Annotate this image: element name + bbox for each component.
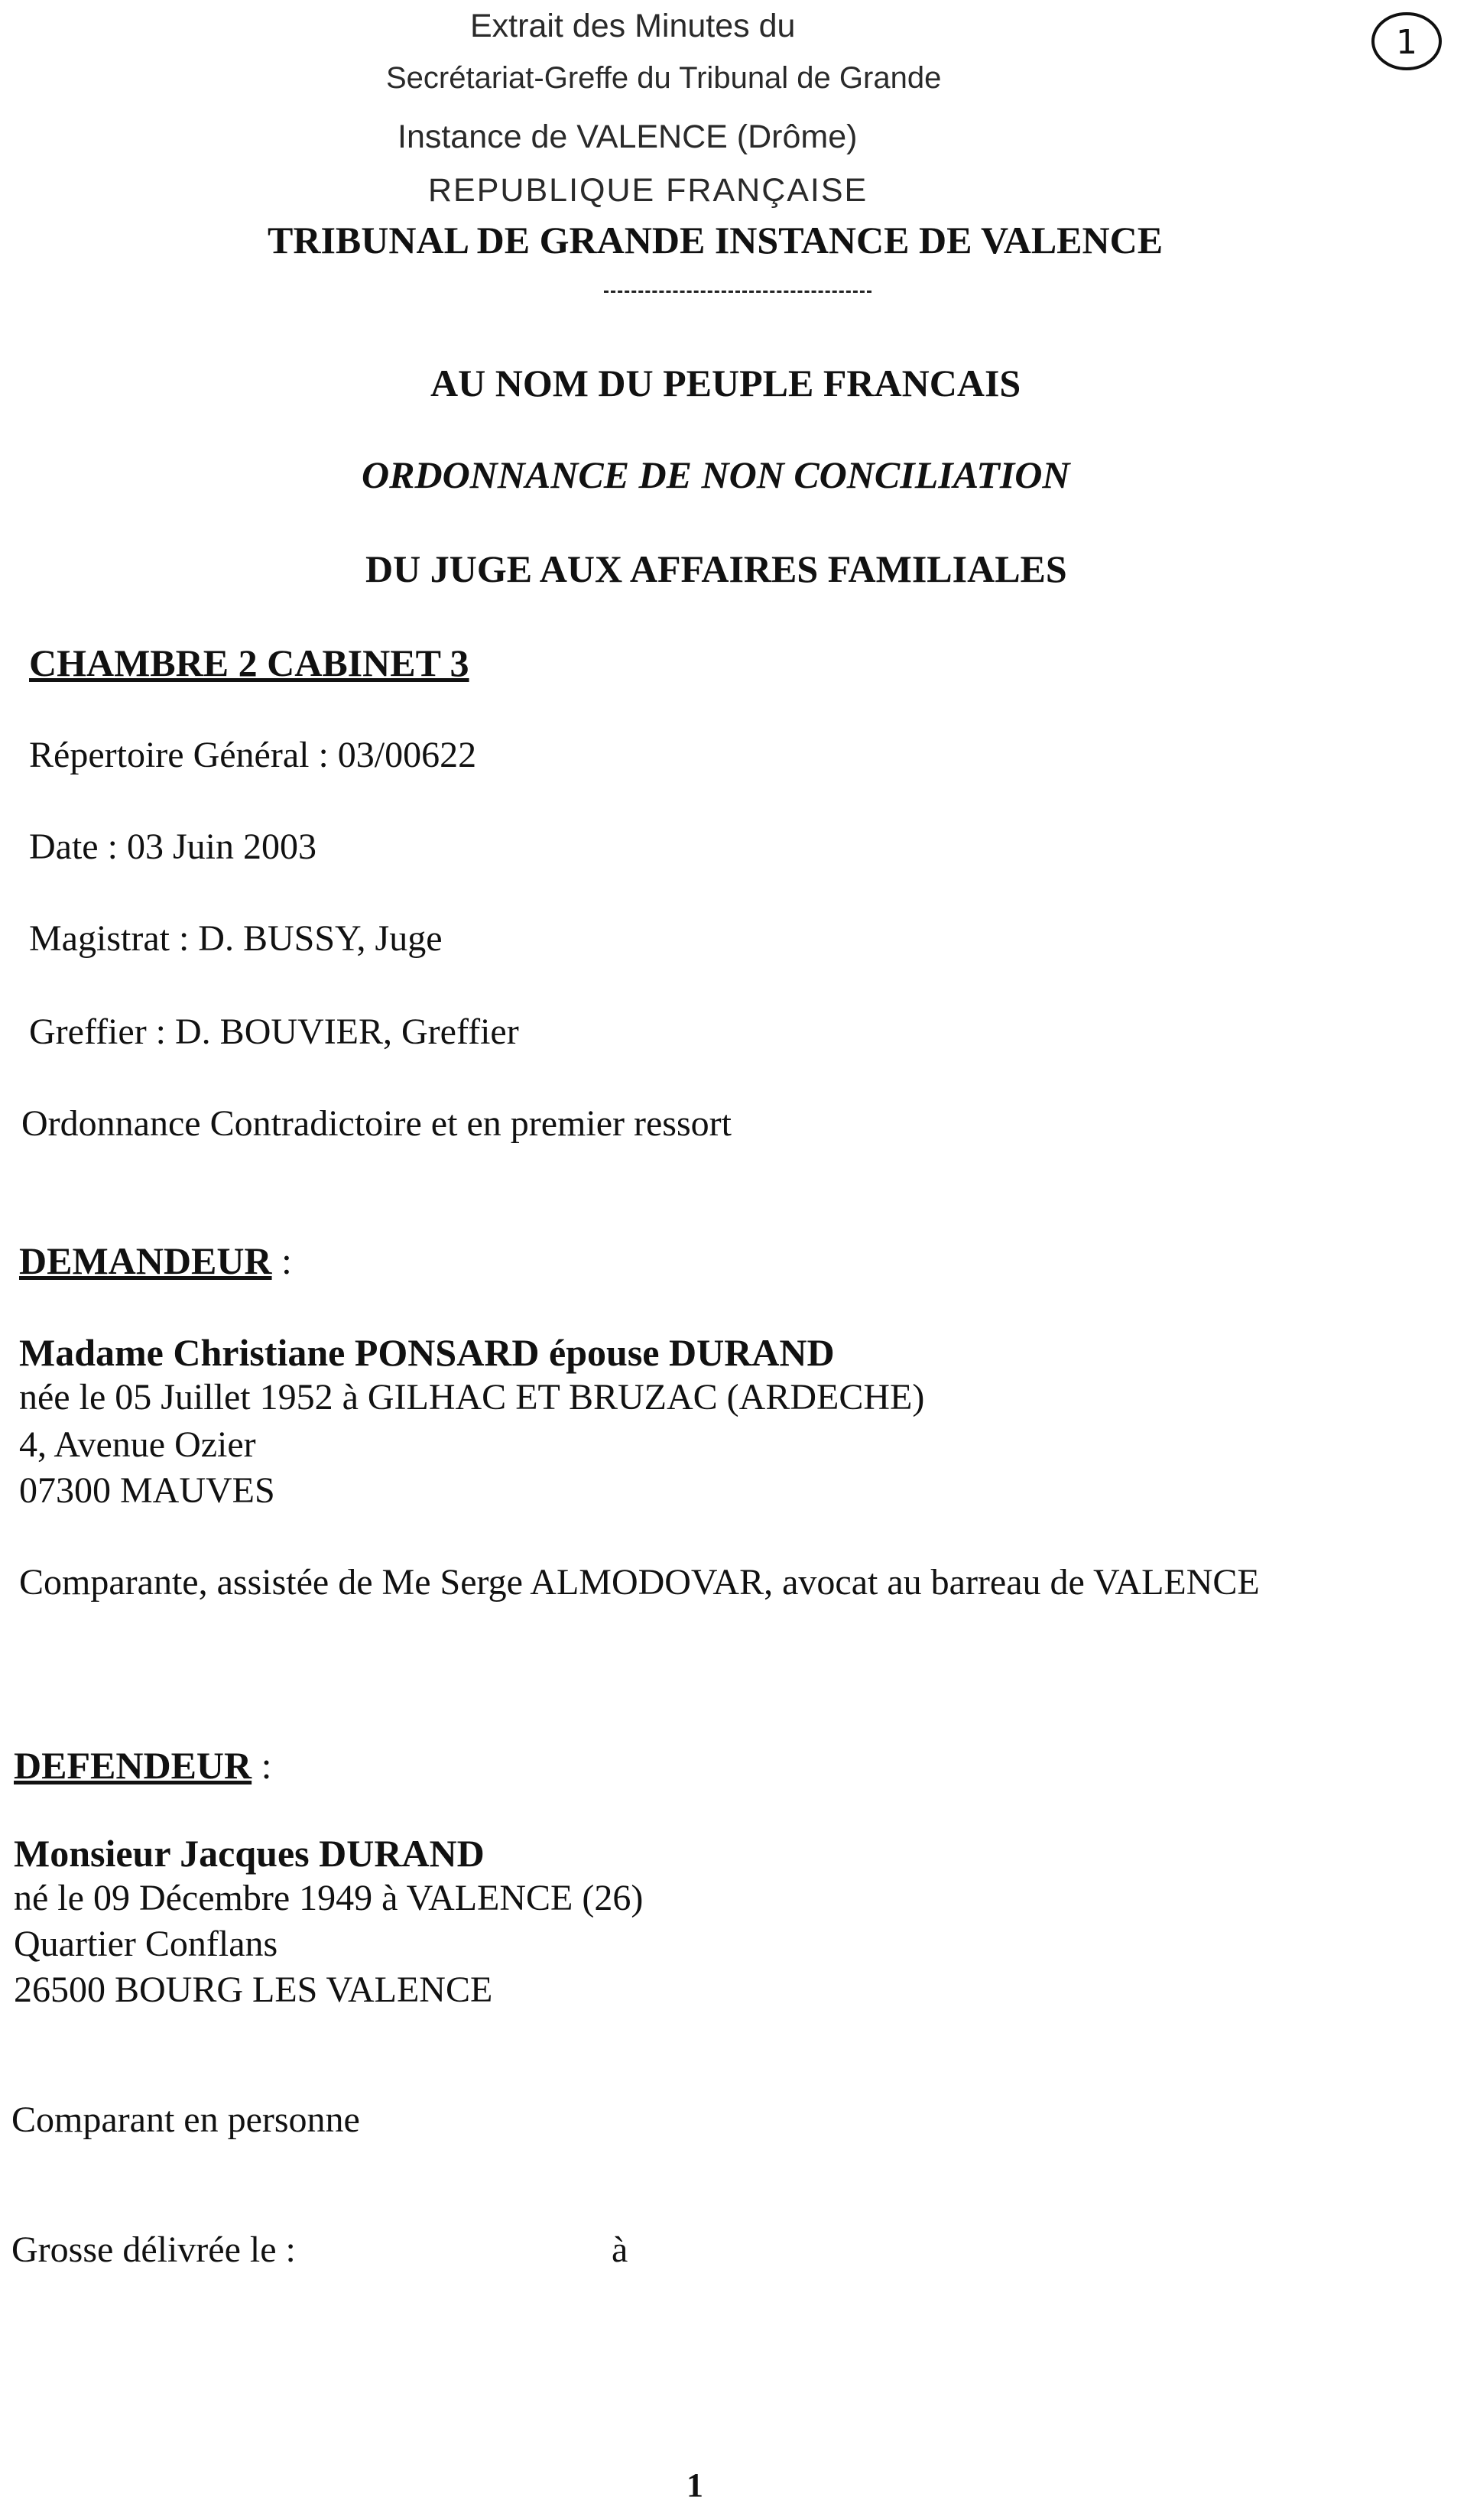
demandeur-address-1: 4, Avenue Ozier xyxy=(19,1424,256,1465)
stamp-line-4: REPUBLIQUE FRANÇAISE xyxy=(428,172,868,209)
chambre-label: CHAMBRE 2 CABINET 3 xyxy=(29,641,469,684)
tribunal-title: TRIBUNAL DE GRANDE INSTANCE DE VALENCE xyxy=(268,219,1164,261)
circled-page-mark xyxy=(1368,6,1445,75)
defendeur-heading-colon: : xyxy=(252,1744,272,1787)
greffier: Greffier : D. BOUVIER, Greffier xyxy=(29,1012,519,1052)
demandeur-heading-label: DEMANDEUR xyxy=(19,1239,272,1282)
stamp-line-2: Secrétariat-Greffe du Tribunal de Grande xyxy=(386,61,942,95)
decision-date: Date : 03 Juin 2003 xyxy=(29,826,316,867)
demandeur-status: Comparante, assistée de Me Serge ALMODOVAR, avocat au barreau de VALENCE xyxy=(19,1562,1260,1603)
demandeur-birth: née le 05 Juillet 1952 à GILHAC ET BRUZAC (ARDECHE) xyxy=(19,1377,925,1418)
ordonnance-type: Ordonnance Contradictoire et en premier ressort xyxy=(21,1103,732,1144)
ordonnance-title: ORDONNANCE DE NON CONCILIATION xyxy=(362,453,1070,496)
demandeur-address-2: 07300 MAUVES xyxy=(19,1470,275,1511)
juge-heading: DU JUGE AUX AFFAIRES FAMILIALES xyxy=(365,547,1067,590)
demandeur-heading-colon: : xyxy=(271,1239,292,1282)
defendeur-heading-label: DEFENDEUR xyxy=(14,1744,252,1787)
peuple-heading: AU NOM DU PEUPLE FRANCAIS xyxy=(430,362,1021,404)
circled-page-mark-number: 1 xyxy=(1396,23,1417,62)
demandeur-name: Madame Christiane PONSARD épouse DURAND xyxy=(19,1331,835,1374)
defendeur-birth: né le 09 Décembre 1949 à VALENCE (26) xyxy=(14,1878,644,1918)
defendeur-heading xyxy=(14,1743,272,1788)
page-number: 1 xyxy=(686,2466,703,2504)
grosse-label: Grosse délivrée le : xyxy=(11,2229,296,2270)
stamp-line-3: Instance de VALENCE (Drôme) xyxy=(398,119,858,155)
defendeur-name: Monsieur Jacques DURAND xyxy=(14,1832,485,1875)
repertoire-general: Répertoire Général : 03/00622 xyxy=(29,735,477,775)
title-divider xyxy=(604,291,871,293)
demandeur-heading xyxy=(19,1239,292,1283)
defendeur-address-2: 26500 BOURG LES VALENCE xyxy=(14,1970,493,2010)
grosse-a: à xyxy=(612,2229,628,2270)
magistrat: Magistrat : D. BUSSY, Juge xyxy=(29,918,443,959)
defendeur-status: Comparant en personne xyxy=(11,2099,360,2140)
stamp-line-1: Extrait des Minutes du xyxy=(470,8,796,44)
defendeur-address-1: Quartier Conflans xyxy=(14,1924,278,1964)
